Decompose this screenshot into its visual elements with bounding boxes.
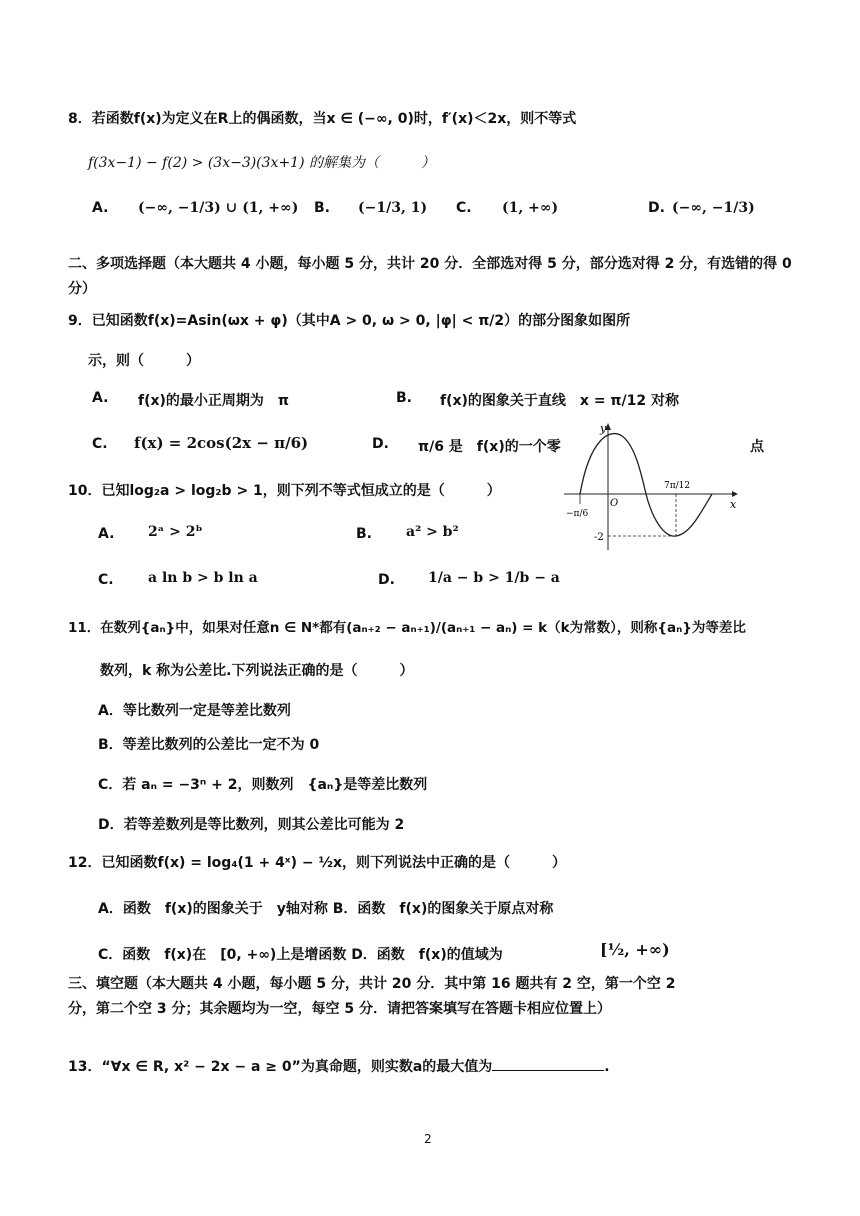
section-2-header: 二、多项选择题（本大题共 4 小题，每小题 5 分，共计 20 分．全部选对得 5 分，部分选对得 2 分，有选错的得 0 分）: [68, 256, 792, 297]
q9-option-d-label: D.: [372, 436, 389, 452]
q13-text: 13．“∀x ∈ R, x² − 2x − a ≥ 0”为真命题，则实数a的最大值为: [68, 1059, 493, 1075]
q13-tail: .: [604, 1059, 610, 1075]
q9-option-c-label: C.: [92, 436, 108, 452]
q11-option-c: C．若 aₙ = −3ⁿ + 2，则数列 {aₙ}是等差比数列: [98, 777, 428, 793]
q11-option-a: A．等比数列一定是等差比数列: [98, 703, 291, 719]
q10-option-c-value: a ln b > b ln a: [148, 570, 258, 586]
q12-option-d-value: [½, +∞): [600, 940, 670, 959]
q12-options-cd: C．函数 f(x)在 [0, +∞)上是增函数 D．函数 f(x)的值域为: [98, 947, 503, 963]
graph-tick-y: -2: [594, 532, 604, 543]
q8-option-b-label: B.: [314, 200, 330, 216]
q9-stem-line2: 示，则（ ）: [88, 353, 200, 369]
graph-tick-left: −π/6: [566, 509, 589, 519]
q10-option-a-value: 2ᵃ > 2ᵇ: [148, 524, 203, 540]
q10-option-b-value: a² > b²: [406, 524, 459, 540]
q10-option-c-label: C.: [98, 572, 114, 588]
q8-stem-line2: f(3x−1) − f(2) > (3x−3)(3x+1) 的解集为（ ）: [88, 155, 435, 171]
q9-option-d-tail: 点: [750, 439, 764, 455]
q9-option-a-label: A.: [92, 390, 109, 406]
q10-option-d-label: D.: [378, 572, 395, 588]
q13-answer-blank: [492, 1056, 604, 1071]
sine-graph: [560, 418, 740, 554]
q8-option-a-label: A.: [92, 200, 109, 216]
q10-option-d-value: 1/a − b > 1/b − a: [428, 570, 560, 586]
graph-origin-label: O: [610, 498, 619, 509]
q8-stem-line1: 8．若函数f(x)为定义在R上的偶函数，当x ∈ (−∞, 0)时，f′(x)＜2x，则不等式: [68, 111, 577, 127]
q10-stem: 10．已知log₂a > log₂b > 1，则下列不等式恒成立的是（ ）: [68, 483, 501, 499]
q8-option-d-value: (−∞, −1/3): [672, 200, 755, 216]
section-3-header: 三、填空题（本大题共 4 小题，每小题 5 分，共计 20 分．其中第 16 题共有 2 空，第一个空 2 分，第二个空 3 分；其余题均为一空，每空 5 分．请把答案填写在答题卡相应位置上）: [68, 976, 676, 1017]
q9-option-b-label: B.: [396, 390, 412, 406]
q9-option-a-value: f(x)的最小正周期为 π: [138, 393, 289, 409]
graph-tick-right: 7π/12: [664, 481, 691, 491]
q8-option-a-value: (−∞, −1/3) ∪ (1, +∞): [138, 200, 299, 216]
q9-option-b-value: f(x)的图象关于直线 x = π/12 对称: [440, 393, 679, 409]
q12-stem: 12．已知函数f(x) = log₄(1 + 4ˣ) − ½x，则下列说法中正确的是（ ）: [68, 855, 566, 871]
graph-x-arrow: [732, 491, 738, 497]
q8-option-b-value: (−1/3, 1): [358, 200, 428, 216]
q13-stem: [68, 1056, 610, 1076]
q9-stem-line1: 9．已知函数f(x)=Asin(ωx + φ)（其中A > 0, ω > 0, |φ| < π/2）的部分图象如图所: [68, 313, 631, 329]
q8-option-c-value: (1, +∞): [502, 200, 559, 216]
sine-curve: [580, 434, 712, 537]
q11-stem-line1: 11．在数列{aₙ}中，如果对任意n ∈ N*都有(aₙ₊₂ − aₙ₊₁)/(aₙ₊₁ − aₙ) = k（k为常数），则称{aₙ}为等差比: [68, 620, 746, 636]
q11-option-d: D．若等差数列是等比数列，则其公差比可能为 2: [98, 817, 405, 833]
q9-option-c-value: f(x) = 2cos(2x − π/6): [134, 434, 309, 452]
q8-option-c-label: C.: [456, 200, 472, 216]
q10-option-b-label: B.: [356, 526, 372, 542]
q12-options-ab: A．函数 f(x)的图象关于 y轴对称 B．函数 f(x)的图象关于原点对称: [98, 901, 554, 917]
graph-y-label: y: [600, 422, 607, 435]
graph-x-label: x: [730, 498, 737, 511]
q11-option-b: B．等差比数列的公差比一定不为 0: [98, 737, 320, 753]
q8-option-d-label: D.: [648, 200, 665, 216]
q10-option-a-label: A.: [98, 526, 115, 542]
q11-stem-line2: 数列，k 称为公差比.下列说法正确的是（ ）: [100, 663, 414, 679]
q9-option-d-value: π/6 是 f(x)的一个零: [418, 439, 561, 455]
page-number: 2: [424, 1132, 432, 1146]
